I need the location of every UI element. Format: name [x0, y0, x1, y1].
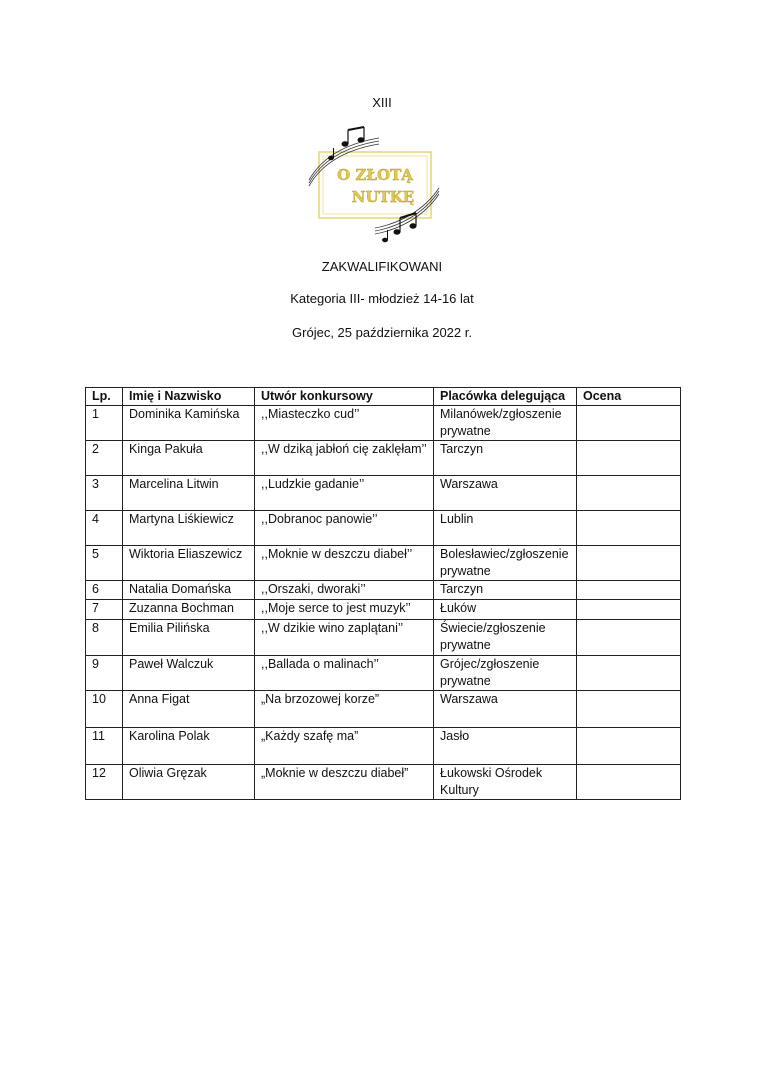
header-lp: Lp. — [86, 388, 123, 406]
cell-score — [577, 656, 681, 691]
cell-score — [577, 600, 681, 620]
cell-song: ,,Dobranoc panowie’’ — [255, 511, 434, 546]
cell-song: „Moknie w deszczu diabeł” — [255, 765, 434, 800]
edition-number: XIII — [372, 95, 392, 110]
cell-inst: Jasło — [434, 728, 577, 765]
cell-score — [577, 476, 681, 511]
logo-text-line1: O ZŁOTĄ — [337, 166, 413, 184]
header-score: Ocena — [577, 388, 681, 406]
cell-score — [577, 546, 681, 581]
cell-song: ,,Ludzkie gadanie’’ — [255, 476, 434, 511]
header-name: Imię i Nazwisko — [123, 388, 255, 406]
cell-song: ,,Miasteczko cud’’ — [255, 406, 434, 441]
table-row — [86, 765, 681, 800]
table-header-row — [86, 388, 681, 406]
cell-song: „Na brzozowej korze” — [255, 691, 434, 728]
cell-inst: Grójec/zgłoszenie prywatne — [434, 656, 577, 691]
cell-lp: 4 — [86, 511, 123, 546]
cell-name: Emilia Pilińska — [123, 620, 255, 656]
cell-lp: 10 — [86, 691, 123, 728]
table-row — [86, 406, 681, 441]
cell-lp: 8 — [86, 620, 123, 656]
cell-song: ,,Ballada o malinach’’ — [255, 656, 434, 691]
cell-lp: 12 — [86, 765, 123, 800]
cell-song: ,,W dzikie wino zaplątani’’ — [255, 620, 434, 656]
cell-name: Anna Figat — [123, 691, 255, 728]
cell-name: Wiktoria Eliaszewicz — [123, 546, 255, 581]
table-row — [86, 546, 681, 581]
cell-score — [577, 441, 681, 476]
cell-score — [577, 765, 681, 800]
festival-logo — [305, 122, 445, 250]
cell-song: „Każdy szafę ma” — [255, 728, 434, 765]
logo-text-line2: NUTKĘ — [351, 188, 415, 206]
cell-inst: Lublin — [434, 511, 577, 546]
cell-song: ,,Orszaki, dworaki’’ — [255, 581, 434, 600]
date-place-line: Grójec, 25 października 2022 r. — [292, 325, 472, 340]
cell-name: Paweł Walczuk — [123, 656, 255, 691]
category-line: Kategoria III- młodzież 14-16 lat — [290, 291, 474, 306]
table-row — [86, 620, 681, 656]
cell-inst: Warszawa — [434, 476, 577, 511]
cell-lp: 2 — [86, 441, 123, 476]
cell-name: Kinga Pakuła — [123, 441, 255, 476]
cell-name: Marcelina Litwin — [123, 476, 255, 511]
cell-song: ,,Moje serce to jest muzyk’’ — [255, 600, 434, 620]
cell-score — [577, 620, 681, 656]
cell-inst: Warszawa — [434, 691, 577, 728]
cell-name: Natalia Domańska — [123, 581, 255, 600]
header-song: Utwór konkursowy — [255, 388, 434, 406]
cell-song: ,,W dziką jabłoń cię zaklęłam’’ — [255, 441, 434, 476]
cell-lp: 6 — [86, 581, 123, 600]
cell-inst: Łukowski Ośrodek Kultury — [434, 765, 577, 800]
table-row — [86, 441, 681, 476]
table-row — [86, 656, 681, 691]
cell-score — [577, 691, 681, 728]
qualified-heading: ZAKWALIFIKOWANI — [321, 259, 443, 274]
cell-name: Zuzanna Bochman — [123, 600, 255, 620]
cell-name: Karolina Polak — [123, 728, 255, 765]
cell-score — [577, 406, 681, 441]
cell-inst: Tarczyn — [434, 581, 577, 600]
cell-lp: 9 — [86, 656, 123, 691]
cell-name: Dominika Kamińska — [123, 406, 255, 441]
table-row — [86, 476, 681, 511]
qualified-table — [85, 387, 681, 800]
cell-lp: 5 — [86, 546, 123, 581]
table-row — [86, 600, 681, 620]
table-row — [86, 581, 681, 600]
cell-score — [577, 581, 681, 600]
cell-inst: Świecie/zgłoszenie prywatne — [434, 620, 577, 656]
cell-lp: 3 — [86, 476, 123, 511]
cell-lp: 7 — [86, 600, 123, 620]
header-institution: Placówka delegująca — [434, 388, 577, 406]
cell-song: ,,Moknie w deszczu diabeł’’ — [255, 546, 434, 581]
cell-inst: Milanówek/zgłoszenie prywatne — [434, 406, 577, 441]
cell-inst: Tarczyn — [434, 441, 577, 476]
cell-score — [577, 728, 681, 765]
table-row — [86, 728, 681, 765]
table-row — [86, 511, 681, 546]
cell-lp: 11 — [86, 728, 123, 765]
cell-inst: Bolesławiec/zgłoszenie prywatne — [434, 546, 577, 581]
cell-name: Oliwia Gręzak — [123, 765, 255, 800]
cell-score — [577, 511, 681, 546]
cell-lp: 1 — [86, 406, 123, 441]
table-row — [86, 691, 681, 728]
cell-name: Martyna Liśkiewicz — [123, 511, 255, 546]
cell-inst: Łuków — [434, 600, 577, 620]
